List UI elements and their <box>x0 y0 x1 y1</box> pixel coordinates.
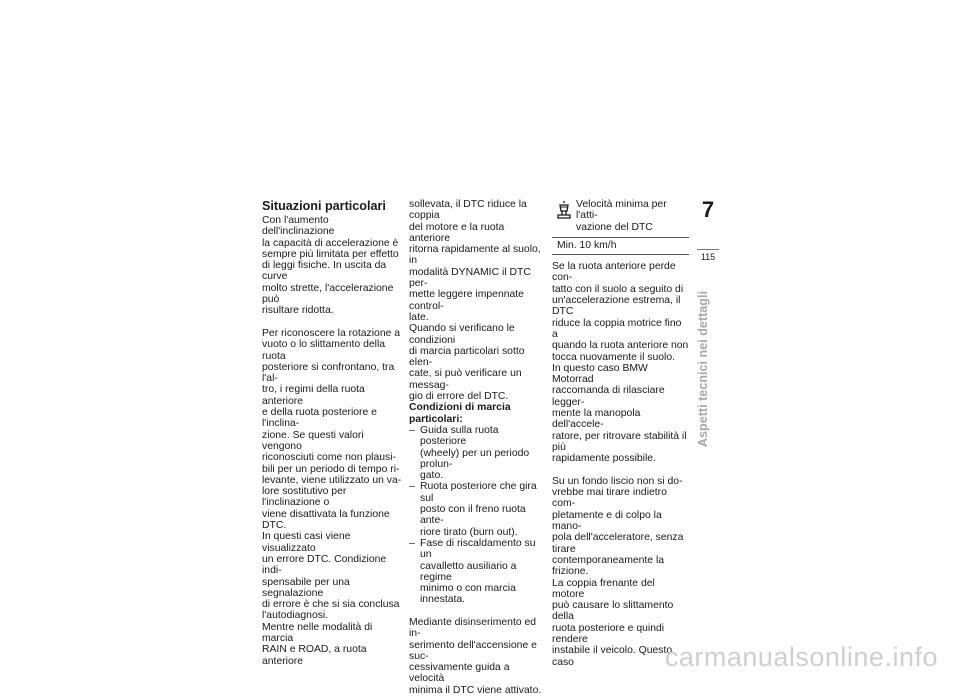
paragraph: Con l'aumento dell'inclinazione la capacità di accelerazione è sempre più limitata per effetto di leggi fisiche. In uscita da curve molto strette, l'accelerazione può risultare ridotta. <box>262 215 399 317</box>
subheading: Condizioni di marcia particolari: <box>409 402 511 425</box>
column-3 <box>552 199 689 668</box>
divider <box>697 249 719 250</box>
spec-box <box>552 199 689 255</box>
speed-info-icon <box>552 199 576 221</box>
paragraph: Su un fondo liscio non si do- vrebbe mai tirare indietro com- pletamente e di colpo la mano- pola dell'acceleratore, senza tirare contemporaneamente la frizione. La coppia frenante del motore può causare lo slittamento della ruota posteriore e quindi rendere instabile il veicolo. Questo caso <box>552 475 684 668</box>
chapter-number: 7 <box>701 197 715 222</box>
spec-box-value: Min. 10 km/h <box>557 239 617 251</box>
page-number: 115 <box>700 252 716 262</box>
column-2 <box>409 199 545 696</box>
watermark: carmanualsonline.info <box>664 642 938 672</box>
list-item: – Fase di riscaldamento su un cavalletto ausiliario a regime minimo o con marcia innestata. <box>409 538 545 606</box>
spec-box-text: Velocità minima per l'atti- vazione del DTC <box>576 199 667 233</box>
column-1 <box>262 199 404 667</box>
chapter-side-title: Aspetti tecnici nei dettagli <box>696 291 710 448</box>
paragraph: Se la ruota anteriore perde con- tatto con il suolo a seguito di un'accelerazione estrema, il DTC riduce la coppia motrice fino a quando la ruota anteriore non tocca nuovamente il suolo. In questo caso BMW Motorrad raccomanda di rilasciare legger- mente la manopola dell'accele- ratore, per ritrovare stabilità il più rapidamente possibile. <box>552 261 689 465</box>
list-item: – Ruota posteriore che gira sul posto con il freno ruota ante- riore tirato (burn out). <box>409 481 545 537</box>
conditions-list <box>409 425 545 606</box>
section-title: Situazioni particolari <box>262 199 386 213</box>
paragraph: sollevata, il DTC riduce la coppia del motore e la ruota anteriore ritorna rapidamente al suolo, in modalità DYNAMIC il DTC per- mette leggere impennate control- late. Quando si verificano le condizioni di marcia particolari sotto elen- cate, si può verificare un messag- gio di errore del DTC. <box>409 199 541 403</box>
paragraph: Mediante disinserimento ed in- serimento dell'accensione e suc- cessivamente guida a velocità minima il DTC viene attivato. <box>409 616 542 696</box>
paragraph: Per riconoscere la rotazione a vuoto o lo slittamento della ruota posteriore si confrontano, tra l'al- tro, i regimi della ruota anteriore e della ruota posteriore e l'inclina- zione. Se questi valori vengono riconosciuti come non plausi- bili per un periodo di tempo ri- levante, viene utilizzato un va- lore sostitutivo per l'inclinazione o viene disattivata la funzione DTC. In questi casi viene visualizzato un errore DTC. Condizione indi- spensabile per una segnalazione di errore è che si sia conclusa l'autodiagnosi. Mentre nelle modalità di marcia RAIN e ROAD, a ruota anteriore <box>262 327 402 667</box>
list-item: – Guida sulla ruota posteriore (wheely) per un periodo prolun- gato. <box>409 425 545 481</box>
spec-box-header <box>552 199 689 238</box>
